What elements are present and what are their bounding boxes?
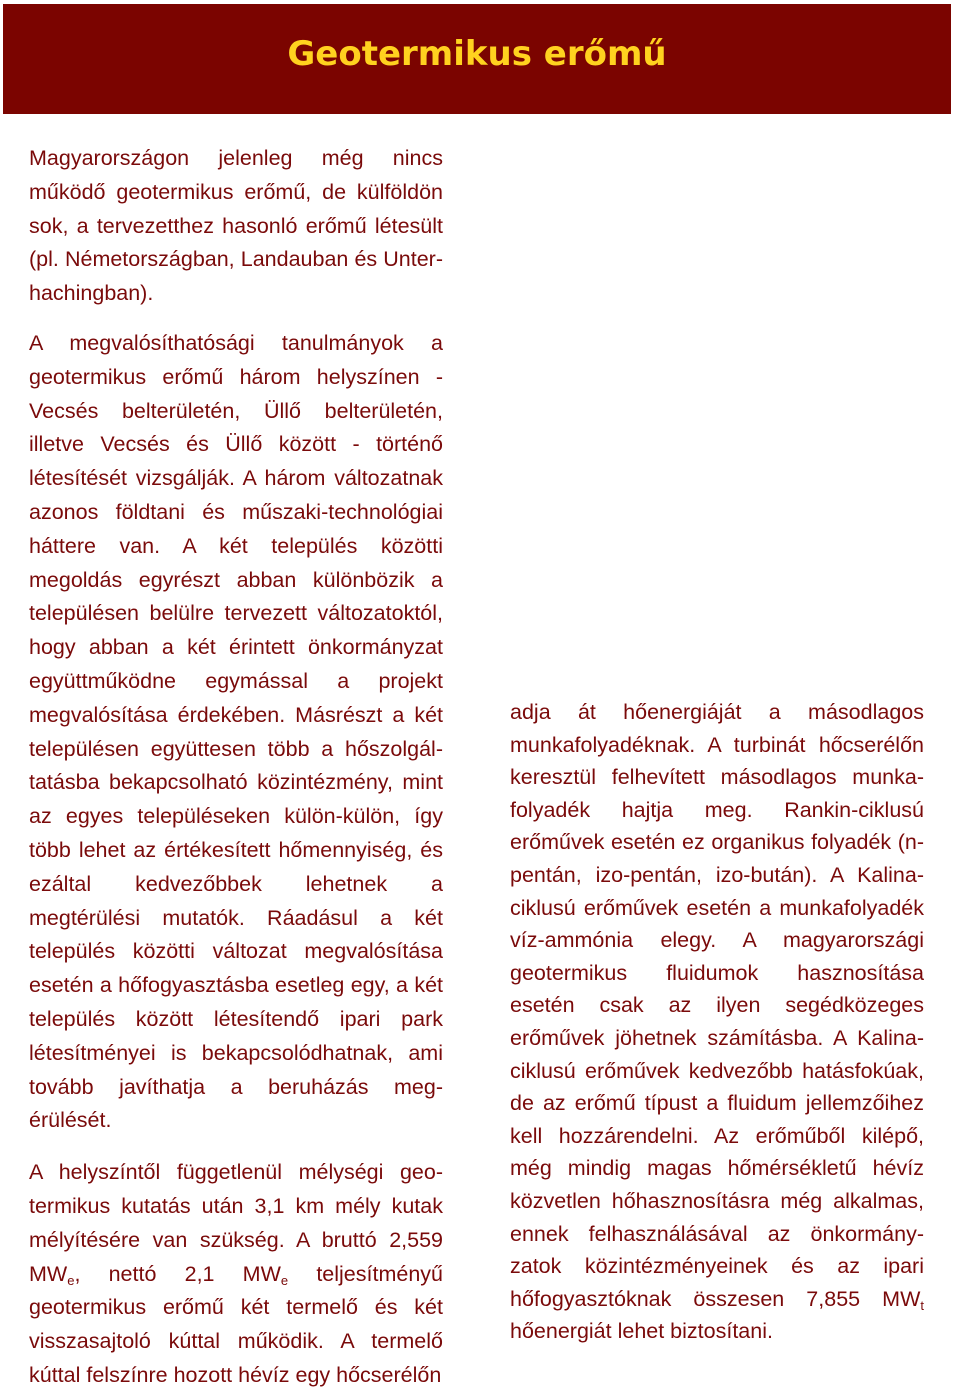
paragraph-working-fluid-text-b: hőenergiát lehet biztosítani. bbox=[510, 1319, 773, 1344]
left-column bbox=[29, 142, 443, 1393]
paragraph-drilling-text-c: teljesítményű geotermikus erőmű két termelő és két visszasajtoló kúttal működik. A termelő kúttal felszínre hozott hévíz egy hőcserélőn bbox=[29, 1261, 443, 1387]
right-column bbox=[510, 696, 924, 1348]
unit-subscript-t: t bbox=[920, 1297, 924, 1313]
paragraph-feasibility: A megvalósíthatósági tanulmányok a geotermikus erőmű három helyszínen - Vecsés belterületén, Üllő belterületén, illetve Vecsés és Üllő között - történő létesítését vizsgálják. A három változatnak azonos földtani és műszaki-technológiai háttere van. A két település közötti megoldás egyrészt abban különbözik a településen belülre tervezett változatoktól, hogy abban a két érintett önkormányzat együttműködne egymással a projekt megvalósítása érdekében. Másrészt a két településen együttesen több a hőszolgál-tatásba bekapcsolható közintézmény, mint az egyes településeken külön-külön, így több lehet az értékesített hőmennyiség, és ezáltal kedvezőbbek lehetnek a megtérülési mutatók. Ráadásul a két település közötti változat megvalósítása esetén a hőfogyasztásba esetleg egy, a két település között létesítendő ipari park létesítményei is bekapcsolódhatnak, ami tovább javíthatja a beruházás meg-érülését. bbox=[29, 330, 443, 1133]
paragraph-working-fluid-text-a: adja át hőenergiáját a másodlagos munkafolyadéknak. A turbinát hőcserélőn keresztül felhevített másodlagos munka-folyadék hajtja meg. Rankin-ciklusú erőművek esetén ez organikus folyadék (n-pentán, izo-pentán, izo-bután). A Kalina-ciklusú erőművek esetén a munkafolyadék víz-ammónia elegy. A magyarországi geotermikus fluidumok hasznosítása esetén csak az ilyen segédközeges erőművek jöhetnek számításba. A Kalina-ciklusú erőművek kedvezőbb hatásfokúak, de az erőmű típust a fluidum jellemzőihez kell hozzárendelni. Az erőműből kilépő, még mindig magas hőmérsékletű hévíz közvetlen hőhasznosításra még alkalmas, ennek felhasználásával az önkormány-zatok közintézményeinek és az ipari hőfogyasztóknak összesen 7,855 MW bbox=[510, 700, 924, 1311]
unit-subscript-e: e bbox=[67, 1272, 75, 1288]
paragraph-drilling-text-b: , nettó 2,1 MW bbox=[74, 1261, 281, 1286]
page-title: Geotermikus erőmű bbox=[287, 34, 667, 74]
paragraph-drilling bbox=[29, 1156, 443, 1393]
unit-subscript-e: e bbox=[280, 1272, 289, 1288]
paragraph-drilling-text-a: A helyszíntől függetlenül mélységi geo-termikus kutatás után 3,1 km mély kutak mélyítésére van szükség. A bruttó 2,559 MW bbox=[29, 1160, 443, 1286]
paragraph-intro: Magyarországon jelenleg még nincs működő geotermikus erőmű, de külföldön sok, a tervezetthez hasonló erőmű létesült (pl. Németországban, Landauban és Unter-hachingban). bbox=[29, 146, 443, 306]
paragraph-working-fluid bbox=[510, 696, 924, 1348]
